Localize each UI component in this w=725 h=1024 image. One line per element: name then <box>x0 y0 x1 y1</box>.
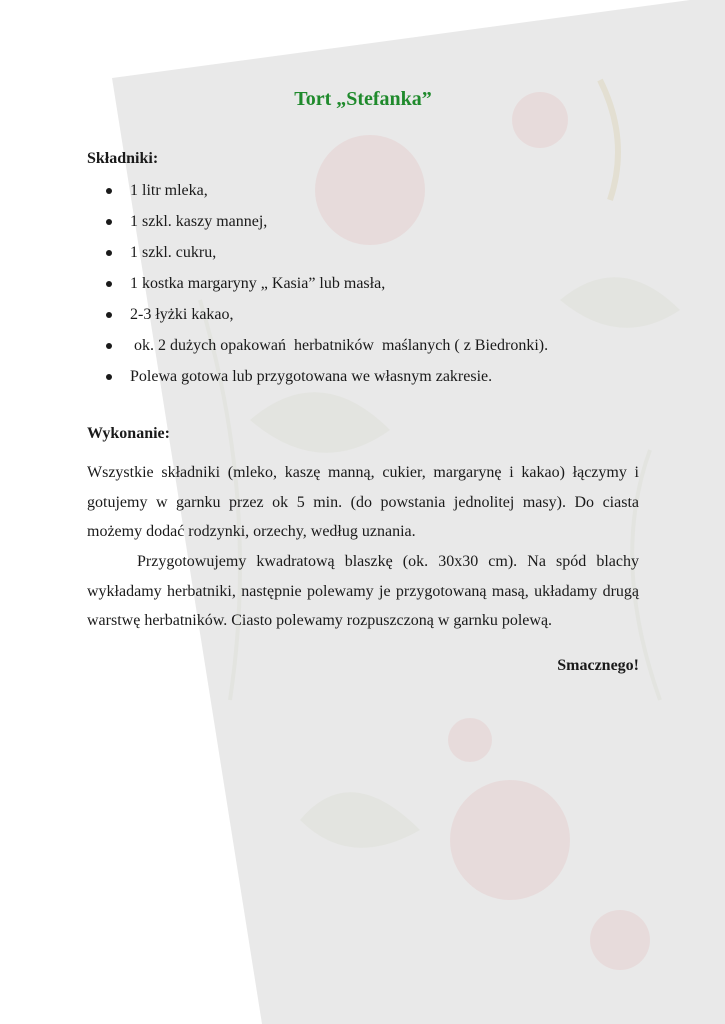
ingredient-text: 1 szkl. kaszy mannej, <box>130 213 268 230</box>
list-item <box>87 364 548 395</box>
list-item <box>87 178 548 209</box>
method-heading: Wykonanie: <box>87 425 170 442</box>
method-paragraph-1: Wszystkie składniki (mleko, kaszę manną, cukier, margarynę i kakao) łączymy i gotujemy w garnku przez ok 5 min. (do powstania jednolitej masy). Do ciasta możemy dodać rodzynki, orzechy, według uznania. <box>87 464 639 540</box>
bullet-icon <box>106 281 112 287</box>
list-item <box>87 240 548 271</box>
ingredients-list <box>87 178 548 395</box>
method-paragraph-2: Przygotowujemy kwadratową blaszkę (ok. 30x30 cm). Na spód blachy wykładamy herbatniki, następnie polewamy je przygotowaną masą, układamy drugą warstwę herbatników. Ciasto polewamy rozpuszczoną w garnku polewą. <box>87 553 639 629</box>
list-item <box>87 209 548 240</box>
ingredient-text: 1 litr mleka, <box>130 182 208 199</box>
document-title: Tort „Stefanka” <box>294 88 432 110</box>
ingredient-text: 1 kostka margaryny „ Kasia” lub masła, <box>130 275 386 292</box>
ingredient-text: Polewa gotowa lub przygotowana we własnym zakresie. <box>130 368 493 385</box>
ingredient-text: 1 szkl. cukru, <box>130 244 217 261</box>
closing-text: Smacznego! <box>557 657 639 674</box>
bullet-icon <box>106 219 112 225</box>
bullet-icon <box>106 343 112 349</box>
list-item <box>87 271 548 302</box>
bullet-icon <box>106 312 112 318</box>
bullet-icon <box>106 374 112 380</box>
ingredients-heading: Składniki: <box>87 150 159 167</box>
list-item <box>87 333 548 364</box>
ingredient-text: 2-3 łyżki kakao, <box>130 306 234 323</box>
bullet-icon <box>106 250 112 256</box>
ingredient-text: ok. 2 dużych opakowań herbatników maślanych ( z Biedronki). <box>130 337 549 354</box>
list-item <box>87 302 548 333</box>
bullet-icon <box>106 188 112 194</box>
